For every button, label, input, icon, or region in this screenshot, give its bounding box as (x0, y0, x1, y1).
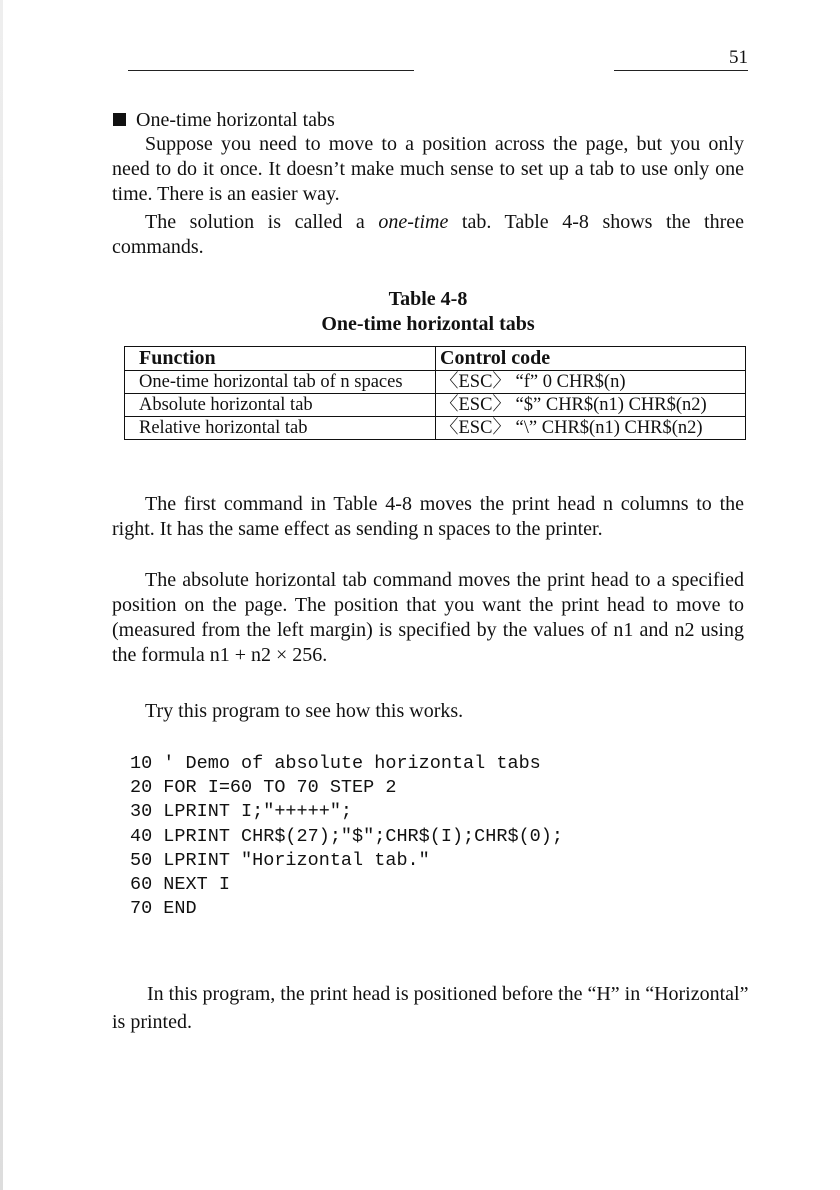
row-2-code: 〈ESC〉 “$” CHR$(n1) CHR$(n2) (436, 394, 746, 417)
row-1-function: One-time horizontal tab of n spaces (125, 371, 436, 394)
table-caption-number: Table 4-8 (388, 288, 468, 310)
header-rule-left (128, 70, 414, 71)
program-line: 30 LPRINT I;"+++++"; (130, 801, 353, 823)
scan-edge (0, 0, 3, 1190)
program-line: 40 LPRINT CHR$(27);"$";CHR$(I);CHR$(0); (130, 825, 563, 847)
paragraph-2-lead: The solution is called a (145, 211, 379, 233)
row-2-function: Absolute horizontal tab (125, 394, 436, 417)
table-row (125, 417, 746, 440)
table-row (125, 394, 746, 417)
paragraph-3: The first command in Table 4-8 moves the print head n columns to the right. It has the same effect as sending n spaces to the printer. (112, 493, 744, 540)
paragraph-2-emphasis: one-time (378, 211, 449, 233)
control-code-table (124, 346, 746, 440)
program-line: 50 LPRINT "Horizontal tab." (130, 849, 430, 871)
program-line: 70 END (130, 898, 197, 920)
paragraph-2 (112, 210, 744, 260)
paragraph-4: The absolute horizontal tab command moves the print head to a specified position on the page. The position that you want the print head to move to (measured from the left margin) is specified by the values of n1 and n2 using the formula n1 + n2 × 256. (112, 569, 744, 666)
paragraph-5: Try this program to see how this works. (145, 700, 464, 722)
header-rule-right (614, 70, 748, 71)
section-heading (112, 108, 744, 133)
paragraph-1: Suppose you need to move to a position across the page, but you only need to do it once. It doesn’t make much sense to set up a tab to use only one time. There is an easier way. (112, 133, 744, 205)
basic-program-listing (130, 752, 730, 921)
program-line: 10 ' Demo of absolute horizontal tabs (130, 753, 541, 774)
row-3-code: 〈ESC〉 “\” CHR$(n1) CHR$(n2) (436, 417, 746, 440)
program-line: 20 FOR I=60 TO 70 STEP 2 (130, 777, 397, 799)
table-header-row (125, 347, 746, 371)
header-function: Function (125, 347, 436, 371)
header-control-code: Control code (436, 347, 746, 371)
section-title: One-time horizontal tabs (136, 109, 335, 131)
paragraph-6: In this program, the print head is positioned before the “H” in “Horizontal” is printed. (112, 983, 749, 1033)
paragraph-2-tail: tab. Table 4-8 shows the three commands. (112, 211, 744, 258)
table-caption-title: One-time horizontal tabs (321, 313, 535, 335)
program-line: 60 NEXT I (130, 874, 230, 896)
row-1-code: 〈ESC〉 “f” 0 CHR$(n) (436, 371, 746, 394)
row-3-function: Relative horizontal tab (125, 417, 436, 440)
page-number: 51 (729, 47, 748, 68)
table-row (125, 371, 746, 394)
square-bullet-icon (113, 113, 126, 126)
